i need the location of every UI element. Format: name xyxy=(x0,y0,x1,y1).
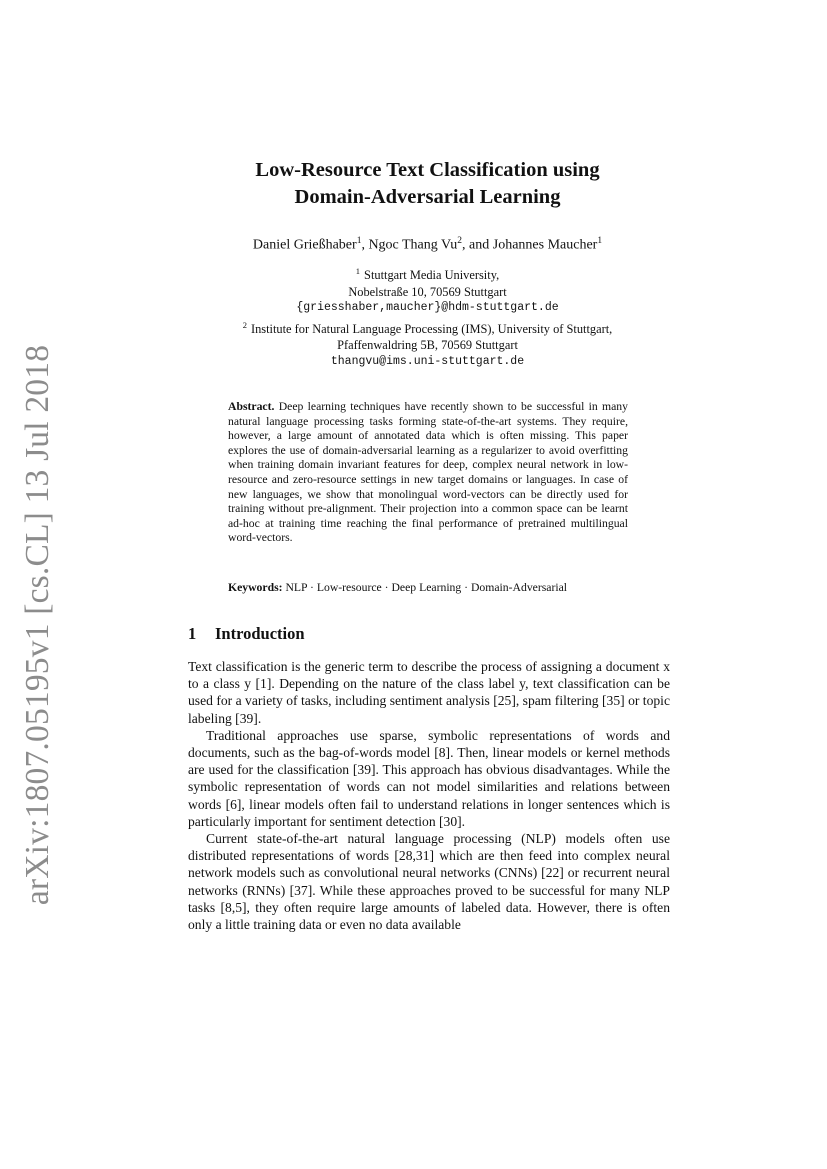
author-separator: , xyxy=(361,237,369,253)
affiliation-1-address: Nobelstraße 10, 70569 Stuttgart xyxy=(348,284,507,299)
author-1: Daniel Grießhaber xyxy=(252,237,357,253)
affiliation-2-mark: 2 xyxy=(242,319,247,330)
abstract xyxy=(228,400,628,546)
affiliation-1-email: {griesshaber,maucher}@hdm-stuttgart.de xyxy=(296,301,559,315)
section-number: 1 xyxy=(188,624,197,643)
author-3-affil-mark: 1 xyxy=(597,236,603,246)
abstract-label: Abstract. xyxy=(228,400,275,413)
keywords-label: Keywords: xyxy=(228,581,283,594)
body-text xyxy=(188,658,670,933)
paragraph-2: Traditional approaches use sparse, symbolic representations of words and documents, such as the bag-of-words model [8]. Then, linear models or kernel methods are used for the classification [39]. This approach has obvious disadvantages. While the symbolic representation of words can not model similarities and relations between words [6], linear models often fail to understand relations in longer sentences which is particularly important for sentiment detection [30]. xyxy=(188,727,670,829)
affiliation-2-email: thangvu@ims.uni-stuttgart.de xyxy=(330,354,525,368)
keywords-text: NLP · Low-resource · Deep Learning · Domain-Adversarial xyxy=(282,581,568,594)
section-heading xyxy=(188,624,305,644)
affiliations xyxy=(150,263,705,370)
paper-title xyxy=(140,157,715,211)
author-3: Johannes Maucher xyxy=(492,237,598,253)
author-separator: , and xyxy=(462,237,493,253)
paragraph-3: Current state-of-the-art natural language processing (NLP) models often use distributed representations of words [28,31] which are then feed into complex neural network models such as convolutional neural networks (CNNs) [22] or recurrent neural networks (RNNs) [37]. While these approaches proved to be successful for many NLP tasks [8,5], they often require large amounts of labeled data. However, there is often only a little training data or even no data available xyxy=(188,831,670,933)
paragraph-1: Text classification is the generic term to describe the process of assigning a document x to a class y [1]. Depending on the nature of the class label y, text classification can be used for a variety of tasks, including sentiment analysis [25], spam filtering [35] or topic labeling [39]. xyxy=(188,659,670,726)
arxiv-identifier-stamp xyxy=(18,344,58,905)
author-2-affil-mark: 2 xyxy=(457,236,463,246)
title-line-2: Domain-Adversarial Learning xyxy=(294,186,561,208)
arxiv-identifier-text: arXiv:1807.05195v1 [cs.CL] 13 Jul 2018 xyxy=(19,344,56,905)
section-title: Introduction xyxy=(215,624,305,643)
affiliation-2-address: Pfaffenwaldring 5B, 70569 Stuttgart xyxy=(337,338,518,353)
author-2: Ngoc Thang Vu xyxy=(368,237,458,253)
keywords xyxy=(228,581,638,596)
author-list xyxy=(140,236,715,254)
title-line-1: Low-Resource Text Classification using xyxy=(255,159,600,181)
abstract-text: Deep learning techniques have recently shown to be successful in many natural language processing tasks forming state-of-the-art systems. They require, however, a large amount of annotated data which is often missing. This paper explores the use of domain-adversarial learning as a regularizer to avoid overfitting when training domain invariant features for deep, complex neural network in low-resource and zero-resource settings in new target domains or languages. In case of new languages, we show that monolingual word-vectors can be directly used for training without pre-alignment. Their projection into a common space can be learnt ad-hoc at training time reaching the final performance of pretrained multilingual word-vectors. xyxy=(228,400,628,545)
affiliation-1-mark: 1 xyxy=(355,266,361,276)
author-1-affil-mark: 1 xyxy=(356,236,362,246)
affiliation-2-name: $^2$ Institute for Natural Language Processing (IMS), University of Stuttgart, xyxy=(242,319,613,336)
affiliation-1-name: $^1$ Stuttgart Media University, xyxy=(355,266,500,283)
